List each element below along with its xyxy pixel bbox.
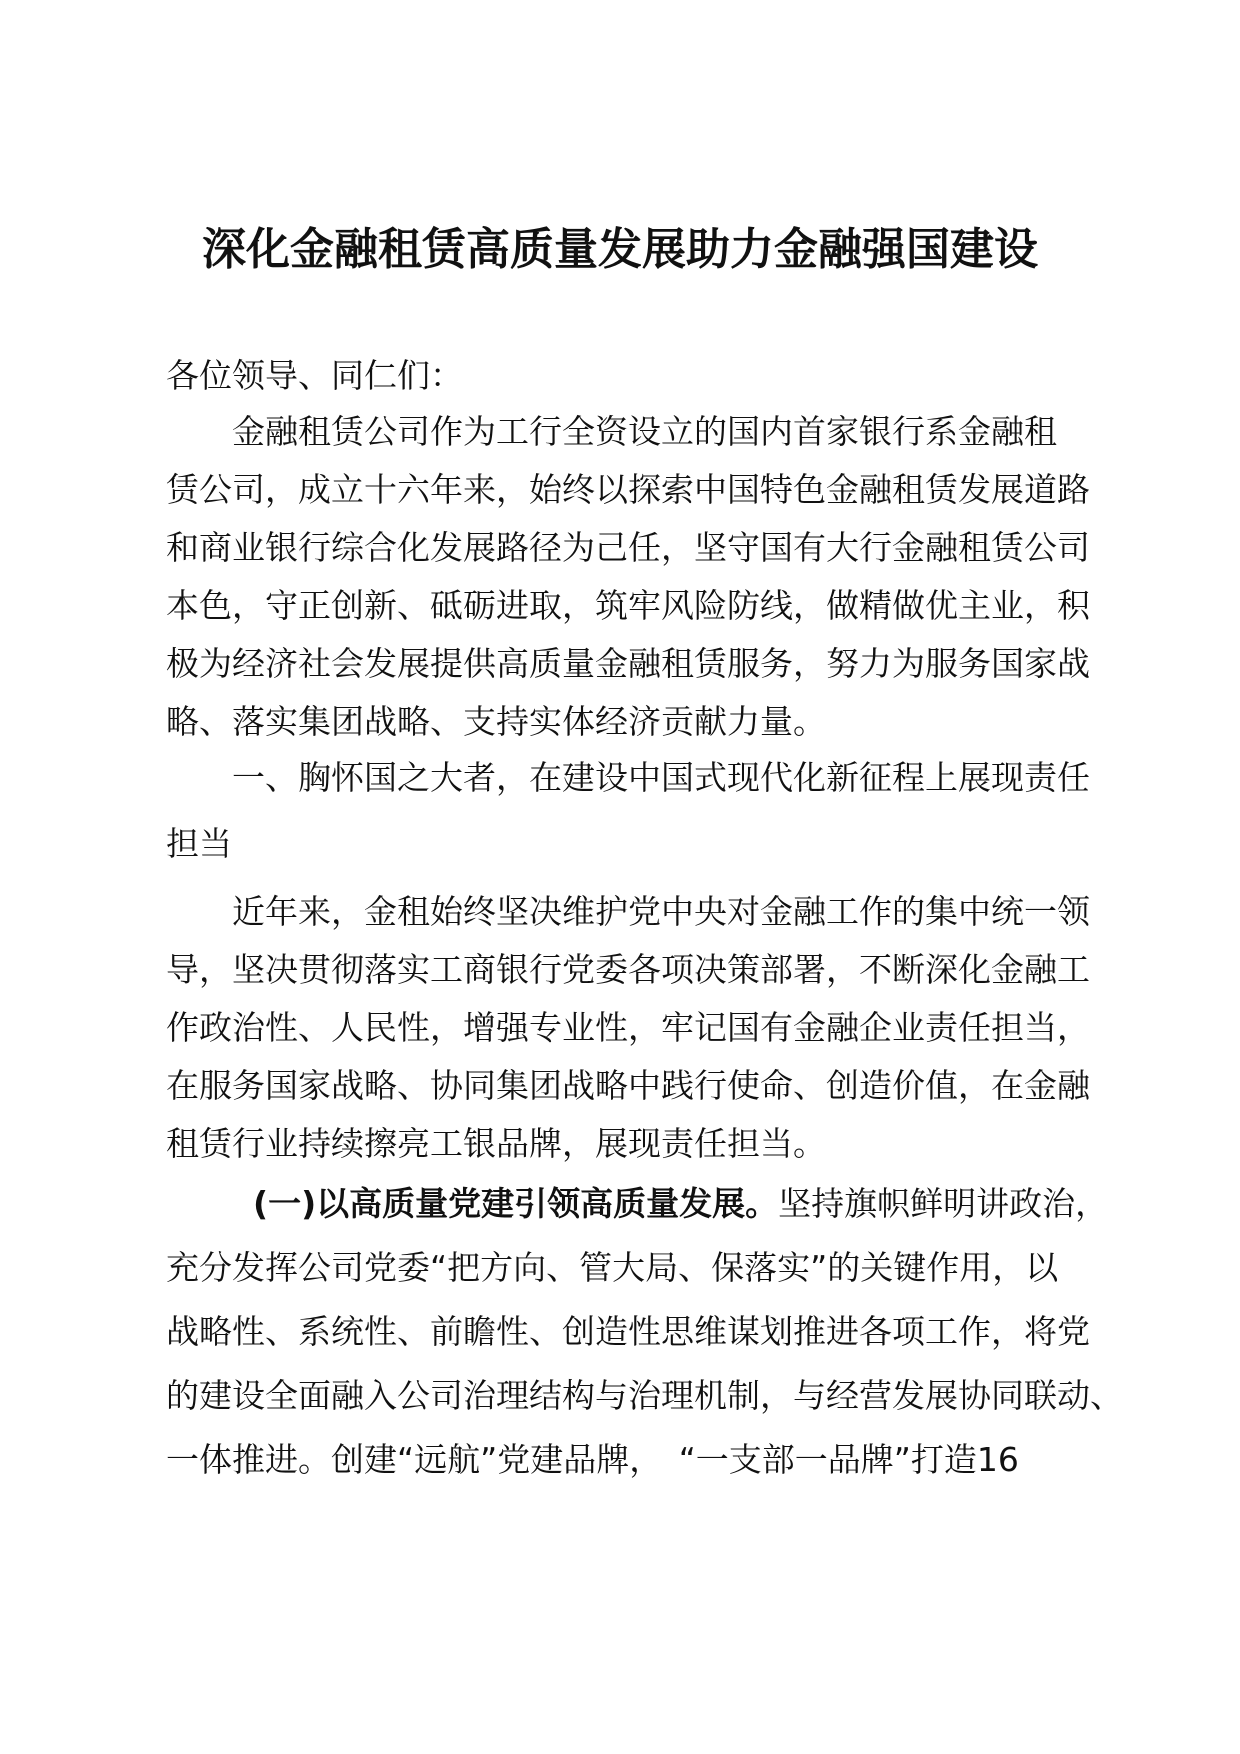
salutation: 各位领导、同仁们： bbox=[166, 356, 463, 395]
subsection1-line-3: 战略性、系统性、前瞻性、创造性思维谋划推进各项工作，将党 bbox=[166, 1312, 1090, 1351]
intro-line-1: 金融租赁公司作为工行全资设立的国内首家银行系金融租 bbox=[232, 412, 1057, 451]
intro-line-4: 本色，守正创新、砥砺进取，筑牢风险防线，做精做优主业，积 bbox=[166, 586, 1090, 625]
subsection1-line-2: 充分发挥公司党委“把方向、管大局、保落实”的关键作用，以 bbox=[166, 1248, 1059, 1287]
section1-body-line-1: 近年来，金租始终坚决维护党中央对金融工作的集中统一领 bbox=[232, 892, 1090, 931]
intro-line-3: 和商业银行综合化发展路径为己任，坚守国有大行金融租赁公司 bbox=[166, 528, 1090, 567]
section1-heading-line-2: 担当 bbox=[166, 824, 232, 863]
intro-line-2: 赁公司，成立十六年来，始终以探索中国特色金融租赁发展道路 bbox=[166, 470, 1090, 509]
intro-line-6: 略、落实集团战略、支持实体经济贡献力量。 bbox=[166, 702, 826, 741]
section1-body-line-2: 导，坚决贯彻落实工商银行党委各项决策部署，不断深化金融工 bbox=[166, 950, 1090, 989]
subsection1-line-4: 的建设全面融入公司治理结构与治理机制，与经营发展协同联动、 bbox=[166, 1376, 1123, 1415]
section1-body-line-4: 在服务国家战略、协同集团战略中践行使命、创造价值，在金融 bbox=[166, 1066, 1090, 1105]
section1-heading-line-1: 一、胸怀国之大者，在建设中国式现代化新征程上展现责任 bbox=[232, 758, 1090, 797]
section1-body-line-3: 作政治性、人民性，增强专业性，牢记国有金融企业责任担当， bbox=[166, 1008, 1090, 1047]
subsection1-first-line bbox=[253, 1182, 1108, 1226]
section1-body-line-5: 租赁行业持续擦亮工银品牌，展现责任担当。 bbox=[166, 1124, 826, 1163]
subsection1-line-5: 一体推进。创建“远航”党建品牌， “一支部一品牌”打造16 bbox=[166, 1440, 1019, 1479]
subsection1-first-line-rest: 坚持旗帜鲜明讲政治， bbox=[778, 1184, 1109, 1223]
subsection1-heading: (一)以高质量党建引领高质量发展。 bbox=[253, 1184, 779, 1223]
document-title: 深化金融租赁高质量发展助力金融强国建设 bbox=[202, 224, 1038, 275]
intro-line-5: 极为经济社会发展提供高质量金融租赁服务，努力为服务国家战 bbox=[166, 644, 1090, 683]
